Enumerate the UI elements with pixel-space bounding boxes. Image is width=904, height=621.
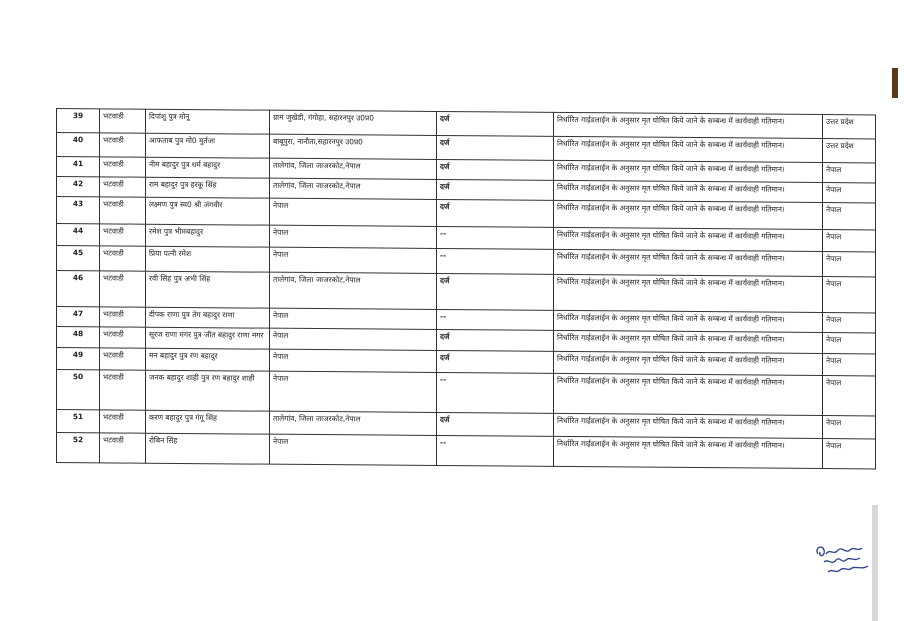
person-name-cell: सूरज राणा मगर पुत्र जीत बहादुर राणा मगर (146, 327, 270, 349)
serial-number-cell: 43 (57, 197, 100, 224)
fir-status-cell: दर्ज (437, 159, 554, 180)
state-cell: नेपाल (823, 439, 876, 469)
person-name-cell: करण बहादुर पुत्र गंगू सिंह (146, 410, 270, 434)
person-name-cell: राम बहादुर पुत्र हरकू सिंह (146, 177, 270, 198)
address-cell: नेपाल (270, 434, 437, 465)
address-cell: नेपाल (270, 225, 437, 248)
state-cell: नेपाल (823, 416, 876, 439)
state-cell: नेपाल (823, 203, 876, 230)
action-status-cell: निर्धारित गाईडलाईन के अनुसार मृत घोषित किये जाने के सम्बन्ध में कार्यवाही गतिमान। (554, 227, 823, 251)
action-status-cell: निर्धारित गाईडलाईन के अनुसार मृत घोषित किये जाने के सम्बन्ध में कार्यवाही गतिमान। (554, 436, 823, 468)
address-cell: नेपाल (270, 247, 437, 273)
location-cell: भटवाडी (100, 433, 146, 463)
action-status-cell: निर्धारित गाईडलाईन के अनुसार मृत घोषित किये जाने के सम्बन्ध में कार्यवाही गतिमान। (554, 136, 823, 162)
page-edge-mark (892, 68, 898, 98)
person-name-cell: रोबिन सिंह (146, 433, 270, 464)
state-cell: नेपाल (823, 376, 876, 416)
location-cell: भटवाडी (100, 157, 146, 177)
person-name-cell: जनक बहादुर शाही पुत्र रण बहादुर शाही (146, 370, 270, 411)
person-name-cell: दीपक राणा पुत्र तेग बहादुर राणा (146, 307, 270, 328)
action-status-cell: निर्धारित गाईडलाईन के अनुसार मृत घोषित किये जाने के सम्बन्ध में कार्यवाही गतिमान। (554, 249, 823, 276)
state-cell: नेपाल (823, 163, 876, 183)
serial-number-cell: 40 (57, 133, 100, 157)
address-cell: नेपाल (270, 198, 437, 226)
address-cell: ग्राम जुखेडी, गंगोहा, सहारनपुर उ0प्र0 (270, 110, 437, 135)
address-cell: नेपाल (270, 349, 437, 372)
fir-status-cell: दर्ज (437, 179, 554, 200)
action-status-cell: निर्धारित गाईडलाईन के अनुसार मृत घोषित किये जाने के सम्बन्ध में कार्यवाही गतिमान। (554, 310, 823, 332)
person-name-cell: आफताब पुत्र मो0 मुर्तजा (146, 133, 270, 158)
table-body (57, 109, 876, 469)
fir-status-cell: दर्ज (437, 412, 554, 436)
state-cell: नेपाल (823, 277, 876, 313)
address-cell: तालेगांव, जिला जाजरकोट,नेपाल (270, 158, 437, 179)
address-cell: नेपाल (270, 371, 437, 412)
table-row (57, 370, 876, 416)
address-cell: नेपाल (270, 308, 437, 329)
state-cell: उत्तर प्रदेश (823, 139, 876, 163)
serial-number-cell: 45 (57, 246, 100, 271)
location-cell: भटवाडी (100, 410, 146, 433)
fir-status-cell: -- (437, 372, 554, 413)
state-cell: नेपाल (823, 354, 876, 376)
serial-number-cell: 39 (57, 109, 100, 133)
serial-number-cell: 52 (57, 433, 100, 463)
location-cell: भटवाडी (100, 177, 146, 197)
table-row (57, 433, 876, 469)
person-name-cell: रमेश पुत्र भीमबहादुर (146, 224, 270, 247)
state-cell: नेपाल (823, 252, 876, 277)
fir-status-cell: दर्ज (437, 273, 554, 310)
location-cell: भटवाडी (100, 307, 146, 327)
person-name-cell: नीम बहादुर पुत्र धर्म बहादुर (146, 157, 270, 178)
action-status-cell: निर्धारित गाईडलाईन के अनुसार मृत घोषित किये जाने के सम्बन्ध में कार्यवाही गतिमान। (554, 373, 823, 415)
serial-number-cell: 44 (57, 224, 100, 246)
location-cell: भटवाडी (100, 271, 146, 307)
action-status-cell: निर्धारित गाईडलाईन के अनुसार मृत घोषित किये जाने के सम्बन्ध में कार्यवाही गतिमान। (554, 200, 823, 229)
address-cell: तालेगांव, जिला जाजरकोट,नेपाल (270, 178, 437, 199)
address-cell: तालेगांव, जिला जाजरकोट,नेपाल (270, 411, 437, 435)
missing-persons-table (56, 108, 876, 469)
fir-status-cell: दर्ज (437, 350, 554, 373)
fir-status-cell: दर्ज (437, 111, 554, 136)
state-cell: नेपाल (823, 230, 876, 252)
fir-status-cell: -- (437, 309, 554, 330)
serial-number-cell: 42 (57, 177, 100, 197)
address-cell: नेपाल (270, 328, 437, 350)
action-status-cell: निर्धारित गाईडलाईन के अनुसार मृत घोषित किये जाने के सम्बन्ध में कार्यवाही गतिमान। (554, 112, 823, 138)
location-cell: भटवाडी (100, 224, 146, 246)
person-name-cell: लक्ष्मण पुत्र स्व0 श्री जंगवीर (146, 197, 270, 225)
person-name-cell: रवी सिंह पुत्र अभी सिंह (146, 271, 270, 308)
state-cell: उत्तर प्रदेश (823, 115, 876, 139)
person-name-cell: प्रिया पत्नी रमेश (146, 246, 270, 272)
fir-status-cell: दर्ज (437, 329, 554, 351)
location-cell: भटवाडी (100, 109, 146, 133)
location-cell: भटवाडी (100, 327, 146, 348)
location-cell: भटवाडी (100, 133, 146, 157)
state-cell: नेपाल (823, 313, 876, 333)
fir-status-cell: -- (437, 435, 554, 466)
person-name-cell: मन बहादुर पुत्र रण बहादुर (146, 348, 270, 371)
location-cell: भटवाडी (100, 348, 146, 370)
state-cell: नेपाल (823, 183, 876, 203)
action-status-cell: निर्धारित गाईडलाईन के अनुसार मृत घोषित किये जाने के सम्बन्ध में कार्यवाही गतिमान। (554, 160, 823, 182)
serial-number-cell: 48 (57, 327, 100, 348)
location-cell: भटवाडी (100, 370, 146, 410)
address-cell: तालेगांव, जिला जाजरकोट,नेपाल (270, 272, 437, 309)
serial-number-cell: 50 (57, 370, 100, 410)
action-status-cell: निर्धारित गाईडलाईन के अनुसार मृत घोषित किये जाने के सम्बन्ध में कार्यवाही गतिमान। (554, 413, 823, 438)
location-cell: भटवाडी (100, 246, 146, 271)
action-status-cell: निर्धारित गाईडलाईन के अनुसार मृत घोषित किये जाने के सम्बन्ध में कार्यवाही गतिमान। (554, 274, 823, 312)
handwritten-signature (812, 540, 876, 588)
fir-status-cell: दर्ज (437, 135, 554, 160)
address-cell: बाबूपुरा, नानौता,सहारनपुर उ0प्र0 (270, 134, 437, 159)
action-status-cell: निर्धारित गाईडलाईन के अनुसार मृत घोषित किये जाने के सम्बन्ध में कार्यवाही गतिमान। (554, 351, 823, 375)
fir-status-cell: दर्ज (437, 199, 554, 227)
serial-number-cell: 46 (57, 271, 100, 307)
serial-number-cell: 51 (57, 410, 100, 433)
fir-status-cell: -- (437, 248, 554, 274)
serial-number-cell: 41 (57, 157, 100, 177)
fir-status-cell: -- (437, 226, 554, 249)
action-status-cell: निर्धारित गाईडलाईन के अनुसार मृत घोषित किये जाने के सम्बन्ध में कार्यवाही गतिमान। (554, 330, 823, 353)
action-status-cell: निर्धारित गाईडलाईन के अनुसार मृत घोषित किये जाने के सम्बन्ध में कार्यवाही गतिमान। (554, 180, 823, 202)
serial-number-cell: 47 (57, 307, 100, 327)
state-cell: नेपाल (823, 333, 876, 354)
serial-number-cell: 49 (57, 348, 100, 370)
location-cell: भटवाडी (100, 197, 146, 224)
person-name-cell: दिपांशु पुत्र मोनू (146, 109, 270, 134)
